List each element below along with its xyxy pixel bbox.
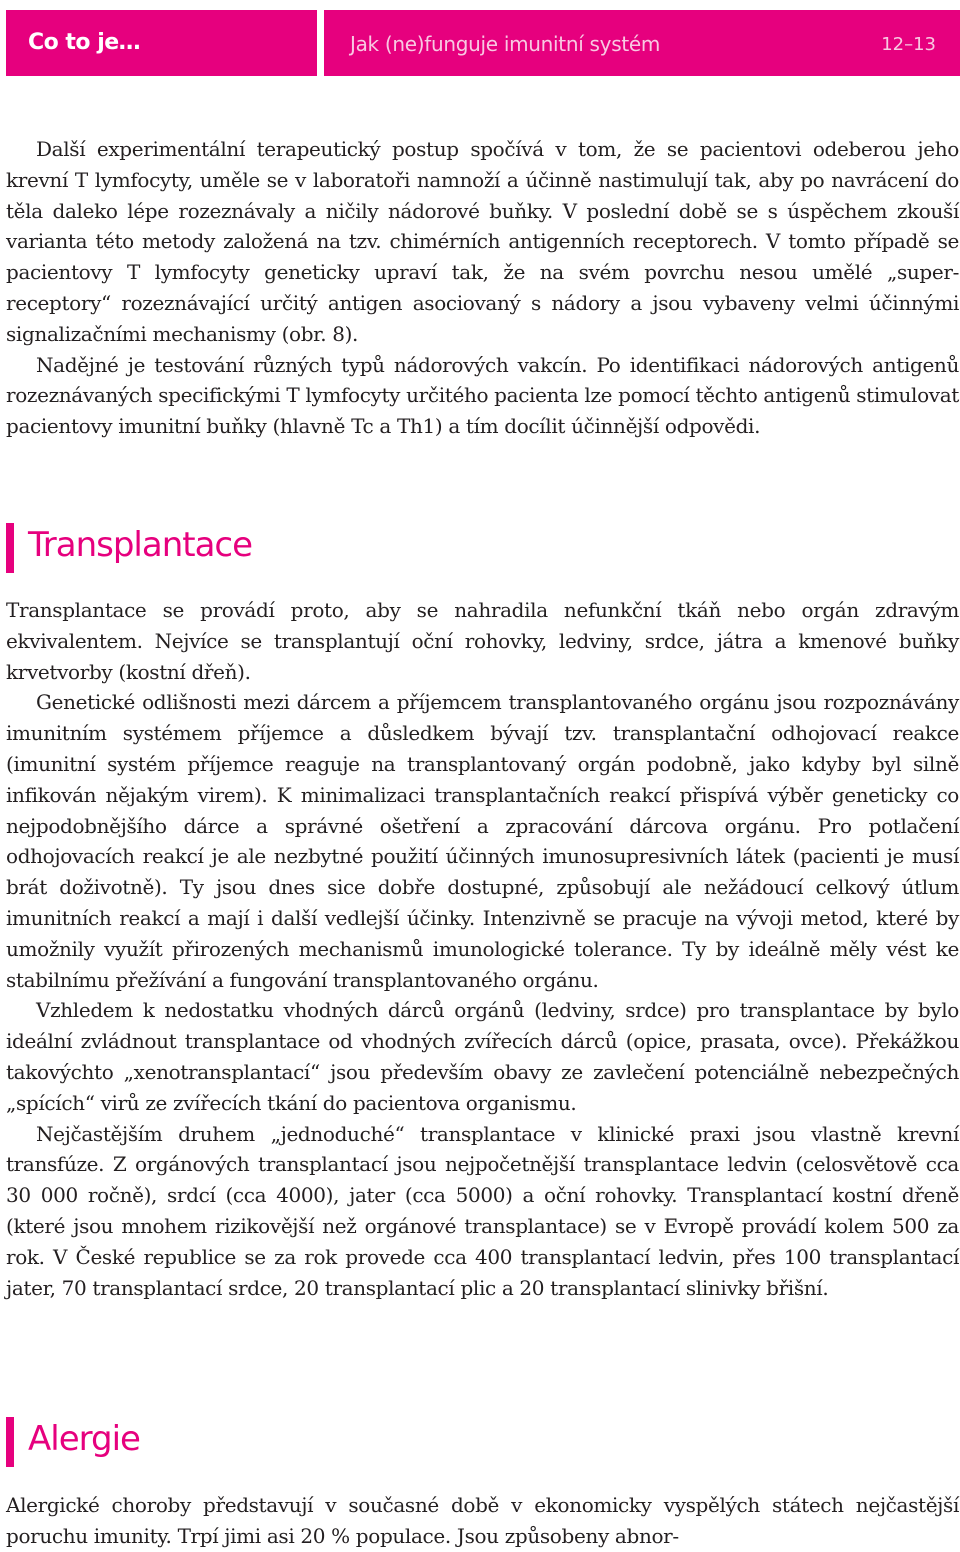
section-title: Alergie	[28, 1419, 140, 1459]
intro-paragraph: Další experimentální terapeutický postup spočívá v tom, že se pacientovi odeberou jeho krevní T lymfocyty, uměle se v laboratoři namnoží a účinně nastimulují tak, aby po navrácení do těla daleko lépe rozeznávaly a ničily nádorové buňky. V poslední době se s úspěchem zkouší varianta této metody založená na tzv. chimérních antigenních receptorech. V tomto případě se pacientovy T lymfocyty geneticky upraví tak, že na svém povrchu nesou umělé „super-receptory“ rozeznávající určitý antigen asociovaný s nádory a jsou vybaveny velmi účinnými signalizačními mechanismy (obr. 8).	[6, 137, 959, 346]
header-section-label: Co to je…	[28, 30, 141, 55]
heading-accent-bar	[6, 523, 14, 573]
intro-text	[6, 134, 959, 442]
header-chapter-bar	[324, 10, 960, 76]
body-paragraph: Transplantace se provádí proto, aby se nahradila nefunkční tkáň nebo orgán zdravým ekvivalentem. Nejvíce se transplantují oční rohovky, ledviny, srdce, játra a kmenové buňky krvetvorby (kostní dřeň).	[6, 598, 959, 684]
heading-accent-bar	[6, 1417, 14, 1467]
body-paragraph: Genetické odlišnosti mezi dárcem a příjemcem transplantovaného orgánu jsou rozpoznávány imunitním systémem příjemce a důsledkem bývají tzv. transplantační odhojovací reakce (imunitní systém příjemce reaguje na transplantovaný orgán podobně, jako kdyby byl silně infikován nějakým virem). K minimalizaci transplantačních reakcí přispívá výběr geneticky co nejpodobnějšího dárce a správné ošetření a zpracování dárcova orgánu. Pro potlačení odhojovacích reakcí je ale nezbytné použití účinných imunosupresivních látek (pacienti je musí brát doživotně). Ty jsou dnes sice dobře dostupné, způsobují ale nežádoucí celkový útlum imunitních reakcí a mají i další vedlejší účinky. Intenzivně se pracuje na vývoji metod, které by umožnily využít přirozených mechanismů imunologické tolerance. Ty by ideálně měly vést ke stabilnímu přežívání a fungování transplantovaného orgánu.	[6, 690, 959, 992]
alergie-text	[6, 1490, 959, 1552]
page-numbers: 12–13	[881, 34, 936, 55]
chapter-title: Jak (ne)funguje imunitní systém	[350, 32, 661, 56]
intro-paragraph: Nadějné je testování různých typů nádorových vakcín. Po identifikaci nádorových antigenů rozeznávaných specifickými T lymfocyty určitého pacienta lze pomocí těchto antigenů stimulovat pacientovy imunitní buňky (hlavně Tc a Th1) a tím docílit účinnější odpovědi.	[6, 352, 959, 439]
transplantace-text	[6, 595, 959, 1303]
body-paragraph: Vzhledem k nedostatku vhodných dárců orgánů (ledviny, srdce) pro transplantace by bylo ideální zvládnout transplantace od vhodných zvířecích dárců (opice, prasata, ovce). Překážkou takovýchto „xenotransplantací“ jsou především obavy ze zavlečení potenciálně nebezpečných „spících“ virů ze zvířecích tkání do pacientova organismu.	[6, 998, 959, 1115]
body-paragraph: Alergické choroby představují v současné době v ekonomicky vyspělých státech nejčastější poruchu imunity. Trpí jimi asi 20 % populace. Jsou způsobeny abnor-	[6, 1493, 959, 1548]
section-title: Transplantace	[28, 525, 253, 565]
body-paragraph: Nejčastějším druhem „jednoduché“ transplantace v klinické praxi jsou vlastně krevní transfúze. Z orgánových transplantací jsou nejpočetnější transplantace ledvin (celosvětově cca 30 000 ročně), srdcí (cca 4000), jater (cca 5000) a oční rohovky. Transplantací kostní dřeně (které jsou mnohem rizikovější než orgánové transplantace) se v Evropě provádí kolem 500 za rok. V České republice se za rok provede cca 400 transplantací ledvin, přes 100 transplantací jater, 70 transplantací srdce, 20 transplantací plic a 20 transplantací slinivky břišní.	[6, 1121, 959, 1300]
header-section-tab	[6, 10, 317, 76]
